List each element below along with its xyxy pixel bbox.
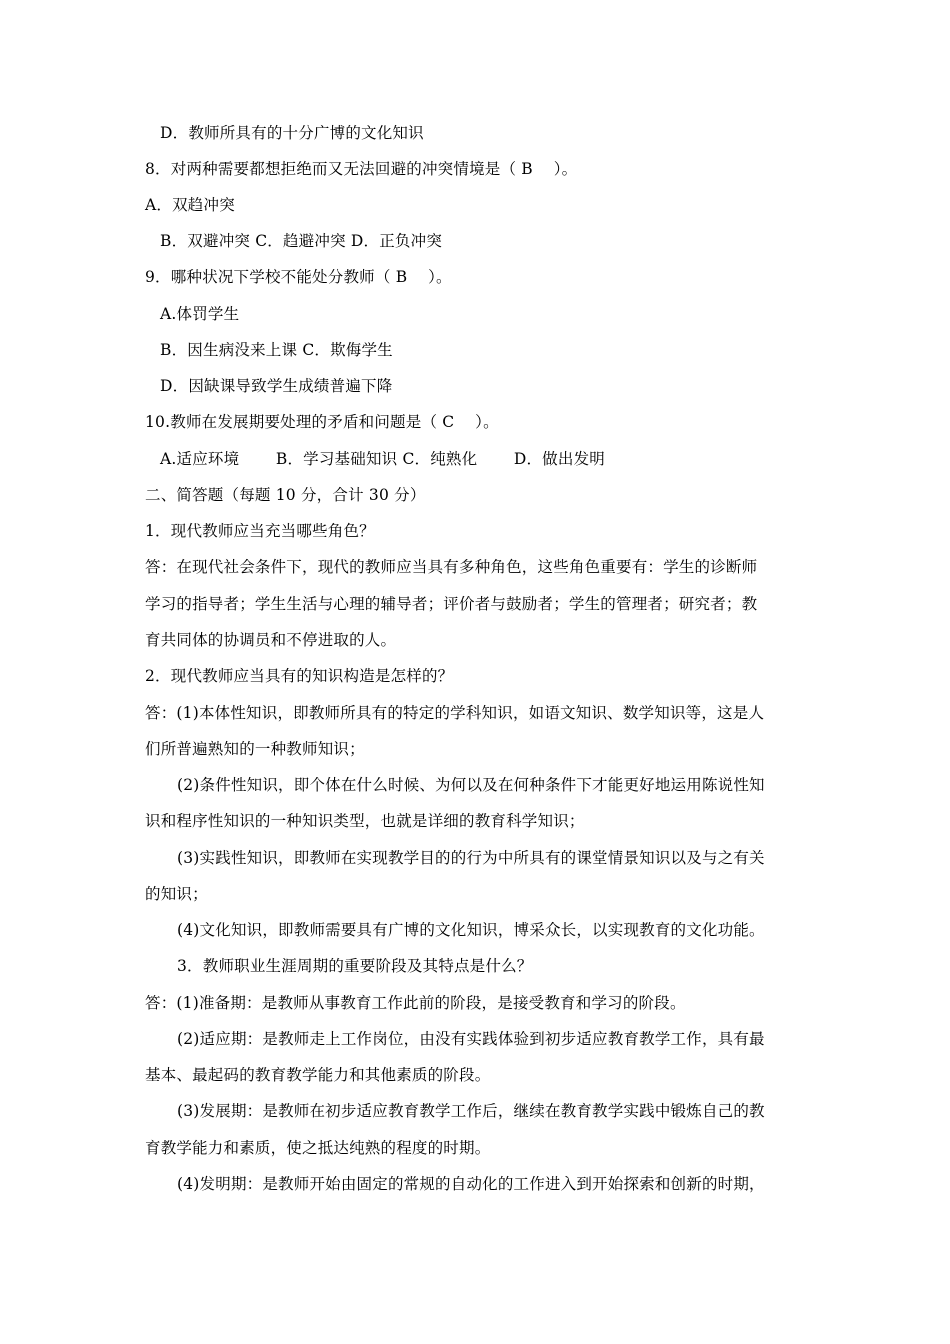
options-8-bcd: B．双避冲突 C．趋避冲突 D．正负冲突 <box>160 232 443 250</box>
answer-2-item-4: (4)文化知识，即教师需要具有广博的文化知识，博采众长，以实现教育的文化功能。 <box>177 921 765 939</box>
options-10: A.适应环境 B．学习基础知识 C．纯熟化 D．做出发明 <box>160 450 605 468</box>
answer-2-item-2-line-1: (2)条件性知识，即个体在什么时候、为何以及在何种条件下才能更好地运用陈说性知 <box>177 776 765 794</box>
answer-3-item-2-line-1: (2)适应期：是教师走上工作岗位，由没有实践体验到初步适应教育教学工作，具有最 <box>177 1030 765 1048</box>
answer-3-item-2-line-2: 基本、最起码的教育教学能力和其他素质的阶段。 <box>145 1066 491 1084</box>
question-8: 8．对两种需要都想拒绝而又无法回避的冲突情境是（ B ）。 <box>145 160 578 178</box>
answer-3-item-4-line-1: (4)发明期：是教师开始由固定的常规的自动化的工作进入到开始探索和创新的时期， <box>177 1175 765 1193</box>
question-9: 9．哪种状况下学校不能处分教师（ B ）。 <box>145 268 452 286</box>
answer-2-line-2: 们所普遍熟知的一种教师知识； <box>145 740 365 758</box>
short-question-2: 2．现代教师应当具有的知识构造是怎样的？ <box>145 667 454 685</box>
question-10: 10.教师在发展期要处理的矛盾和问题是（ C ）。 <box>145 413 499 431</box>
answer-1-line-2: 学习的指导者；学生生活与心理的辅导者；评价者与鼓励者；学生的管理者；研究者；教 <box>145 595 758 613</box>
answer-2-item-3-line-1: (3)实践性知识，即教师在实现教学目的的行为中所具有的课堂情景知识以及与之有关 <box>177 849 765 867</box>
option-8-prev-d: D．教师所具有的十分广博的文化知识 <box>160 124 424 142</box>
section-heading: 二、简答题（每题 10 分，合计 30 分） <box>145 486 426 504</box>
answer-1-line-1: 答：在现代社会条件下，现代的教师应当具有多种角色，这些角色重要有：学生的诊断师 <box>145 558 758 576</box>
option-9-a: A.体罚学生 <box>160 305 240 323</box>
answer-1-line-3: 育共同体的协调员和不停进取的人。 <box>145 631 397 649</box>
short-question-3: 3．教师职业生涯周期的重要阶段及其特点是什么？ <box>177 957 533 975</box>
option-8-a: A．双趋冲突 <box>145 196 235 214</box>
short-question-1: 1．现代教师应当充当哪些角色？ <box>145 522 375 540</box>
options-9-bc: B．因生病没来上课 C．欺侮学生 <box>160 341 393 359</box>
answer-3-item-3-line-2: 育教学能力和素质，使之抵达纯熟的程度的时期。 <box>145 1139 491 1157</box>
answer-3-item-1: 答：(1)准备期：是教师从事教育工作此前的阶段，是接受教育和学习的阶段。 <box>145 994 686 1012</box>
answer-2-line-1: 答：(1)本体性知识，即教师所具有的特定的学科知识，如语文知识、数学知识等，这是人 <box>145 704 765 722</box>
answer-2-item-3-line-2: 的知识； <box>145 885 208 903</box>
answer-2-item-2-line-2: 识和程序性知识的一种知识类型，也就是详细的教育科学知识； <box>145 812 585 830</box>
answer-3-item-3-line-1: (3)发展期：是教师在初步适应教育教学工作后，继续在教育教学实践中锻炼自己的教 <box>177 1102 765 1120</box>
option-9-d: D．因缺课导致学生成绩普遍下降 <box>160 377 393 395</box>
